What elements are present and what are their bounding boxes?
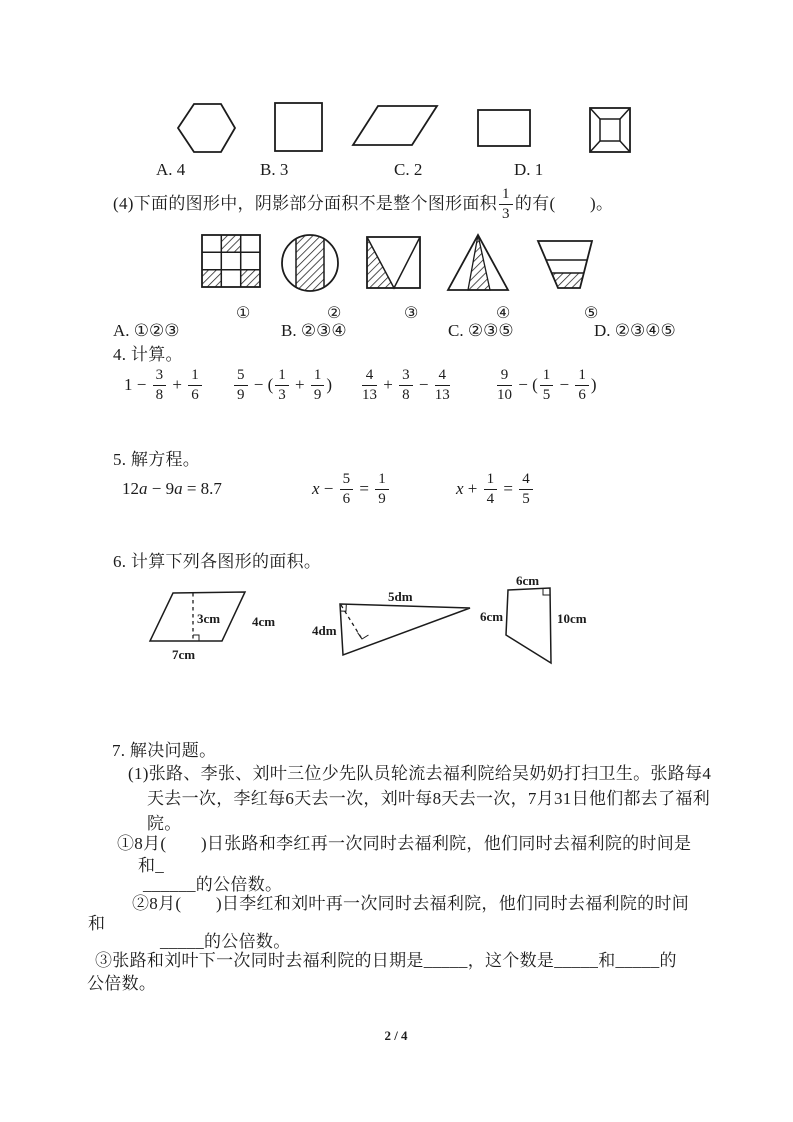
area-trapezoid — [480, 573, 587, 663]
trapezoid-left-label: 6cm — [480, 609, 504, 624]
calc-expression-2: $\frac{5}{9}$ − ( $\frac{1}{3}$ + $\frac{1}{9}$ ) — [232, 365, 332, 405]
figure-label-1: ① — [236, 305, 251, 322]
figure-label-5: ⑤ — [584, 305, 599, 322]
area-figures — [130, 573, 660, 688]
problem-intro-line-1: (1)张路、李张、刘叶三位少先队员轮流去福利院给吴奶奶打扫卫生。张路每4 — [128, 764, 712, 783]
figure-label-3: ③ — [404, 305, 419, 322]
problem-intro-line-2: 天去一次，李红每6天去一次，刘叶每8天去一次，7月31日他们都去了福利 — [147, 789, 710, 808]
q4-option-c: C. ②③⑤ — [448, 321, 514, 340]
equation-3: x + $\frac{1}{4}$ = $\frac{4}{5}$ — [456, 469, 535, 509]
word-problem-heading: 7. 解决问题。 — [112, 741, 217, 760]
q4-option-b: B. ②③④ — [281, 321, 347, 340]
equation-heading: 5. 解方程。 — [113, 450, 201, 469]
page-number: 2 / 4 — [384, 1028, 408, 1043]
triangle-left-label: 4dm — [312, 623, 337, 638]
area-triangle — [312, 589, 470, 655]
circle-figure — [282, 235, 338, 291]
trapezoid-figure — [538, 241, 592, 288]
problem-sub3-line-2: 公倍数。 — [87, 974, 157, 993]
square-shape — [275, 103, 322, 151]
area-heading: 6. 计算下列各图形的面积。 — [113, 552, 322, 571]
area-parallelogram — [150, 592, 275, 662]
mc-option-a: A. 4 — [156, 160, 186, 179]
problem-sub2-line-2: 和 — [88, 914, 106, 933]
equation-2: x − $\frac{5}{6}$ = $\frac{1}{9}$ — [312, 469, 391, 509]
mc-option-d: D. 1 — [514, 160, 544, 179]
problem-sub3-line-1: ③张路和刘叶下一次同时去福利院的日期是_____，这个数是_____和_____的 — [95, 951, 677, 970]
rectangle-shape — [478, 110, 530, 146]
hexagon-shape — [178, 104, 235, 152]
trapezoid-right-label: 10cm — [557, 611, 587, 626]
grid-square-figure — [202, 235, 260, 287]
parallelogram-base-label: 7cm — [172, 647, 196, 662]
q4-option-a: A. ①②③ — [113, 321, 180, 340]
parallelogram-height-label: 3cm — [197, 611, 221, 626]
equation-1: 12a − 9a = 8.7 — [122, 479, 222, 498]
problem-sub1-line-3: ______的公倍数。 — [143, 875, 283, 894]
nested-square-shape — [590, 108, 630, 152]
parallelogram-side-label: 4cm — [252, 614, 276, 629]
problem-sub2-line-1: ②8月( )日李红和刘叶再一次同时去福利院，他们同时去福利院的时间 — [132, 894, 690, 913]
calc-expression-3: $\frac{4}{13}$ + $\frac{3}{8}$ − $\frac{4}{13}$ — [362, 367, 450, 404]
figure-label-4: ④ — [496, 305, 511, 322]
mc-option-c: C. 2 — [394, 160, 423, 179]
problem-sub1-line-2: 和_ — [138, 856, 165, 875]
square-v-figure — [367, 237, 420, 288]
triangle-figure — [448, 235, 508, 290]
calc-heading: 4. 计算。 — [113, 345, 183, 364]
problem-intro-line-3: 院。 — [147, 814, 182, 833]
parallelogram-shape — [353, 106, 437, 145]
problem-sub1-line-1: ①8月( )日张路和李红再一次同时去福利院，他们同时去福利院的时间是 — [117, 834, 692, 853]
problem-sub2-line-3: _____的公倍数。 — [160, 932, 291, 951]
choice-shapes-figure — [150, 96, 650, 160]
question-4-text: (4)下面的图形中，阴影部分面积不是整个图形面积 $\frac{1}{3}$ 的有( )。 — [113, 186, 614, 223]
trapezoid-top-label: 6cm — [516, 573, 540, 588]
triangle-top-label: 5dm — [388, 589, 413, 604]
calc-expression-4: $\frac{9}{10}$ − ( $\frac{1}{5}$ − $\frac{1}{6}$ ) — [497, 367, 597, 404]
shaded-figures — [180, 228, 660, 298]
figure-label-2: ② — [327, 305, 342, 322]
q4-option-d: D. ②③④⑤ — [594, 321, 676, 340]
calc-expression-1: 1 − $\frac{3}{8}$ + $\frac{1}{6}$ — [124, 365, 204, 405]
mc-option-b: B. 3 — [260, 160, 289, 179]
